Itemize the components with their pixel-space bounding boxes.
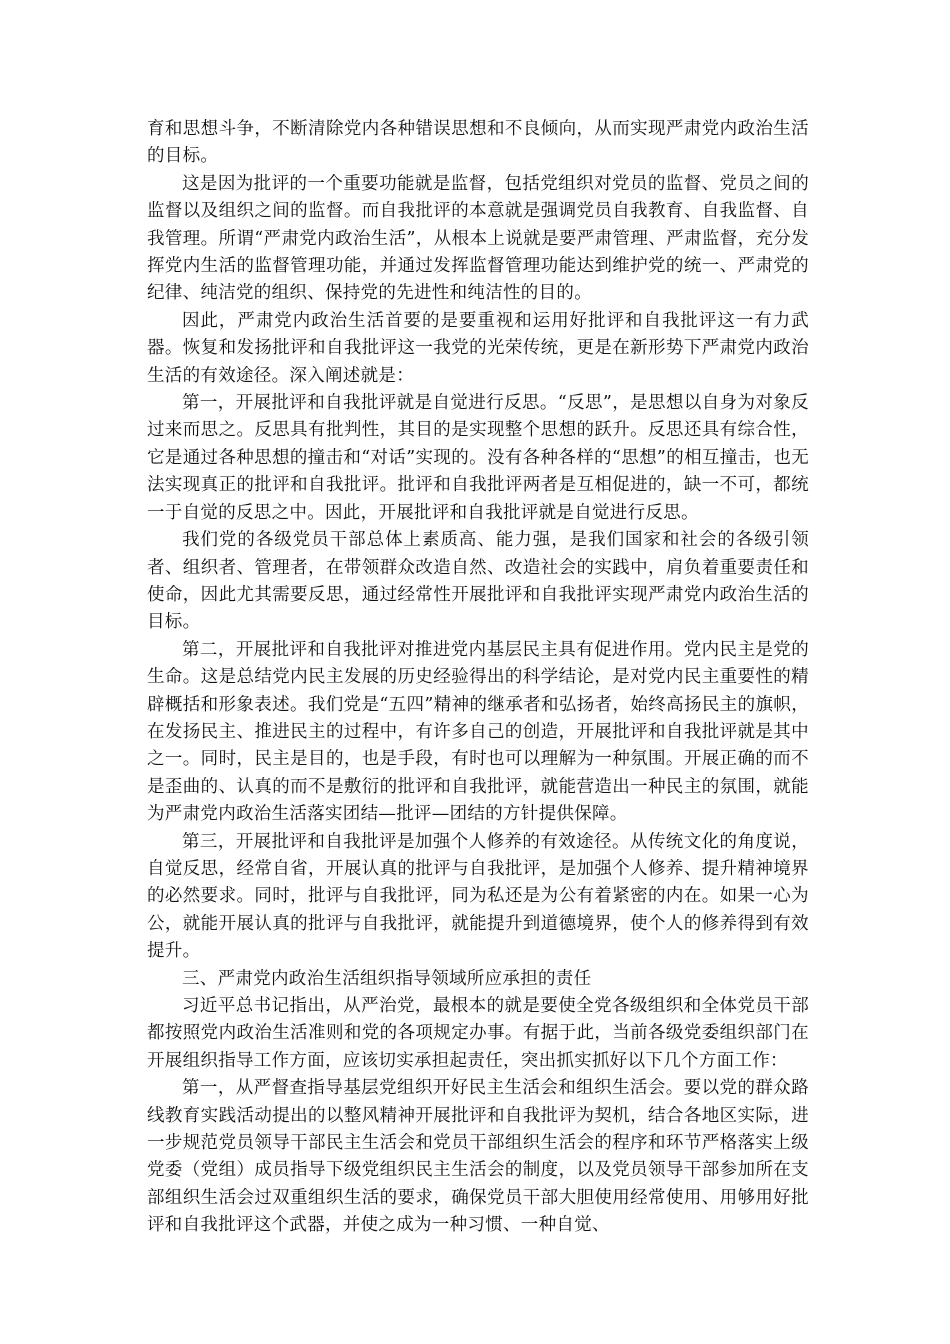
paragraph: 育和思想斗争，不断清除党内各种错误思想和不良倾向，从而实现严肃党内政治生活的目标。 [147,119,809,167]
paragraph: 我们党的各级党员干部总体上素质高、能力强，是我们国家和社会的各级引领者、组织者、管理者，在带领群众改造自然、改造社会的实践中，肩负着重要责任和使命，因此尤其需要反思，通过经常性开展批评和自我批评实现严肃党内政治生活的目标。 [147,530,809,633]
paragraph: 因此，严肃党内政治生活首要的是要重视和运用好批评和自我批评这一有力武器。恢复和发扬批评和自我批评这一我党的光荣传统，更是在新形势下严肃党内政治生活的有效途径。深入阐述就是： [147,310,809,386]
paragraph: 习近平总书记指出，从严治党，最根本的就是要使全党各级组织和全体党员干部都按照党内政治生活准则和党的各项规定办事。有据于此，当前各级党委组织部门在开展组织指导工作方面，应该切实承担起责任，突出抓实抓好以下几个方面工作： [147,996,809,1071]
paragraph: 第二，开展批评和自我批评对推进党内基层民主具有促进作用。党内民主是党的生命。这是总结党内民主发展的历史经验得出的科学结论，是对党内民主重要性的精辟概括和形象表述。我们党是“五四”精神的继承者和弘扬者，始终高扬民主的旗帜，在发扬民主、推进民主的过程中，有许多自己的创造，开展批评和自我批评就是其中之一。同时，民主是目的，也是手段，有时也可以理解为一种氛围。开展正确的而不是歪曲的、认真的而不是敷衍的批评和自我批评，就能营造出一种民主的氛围，就能为严肃党内政治生活落实团结—批评—团结的方针提供保障。 [147,639,809,825]
paragraph: 第一，从严督查指导基层党组织开好民主生活会和组织生活会。要以党的群众路线教育实践活动提出的以整风精神开展批评和自我批评为契机，结合各地区实际，进一步规范党员领导干部民主生活会和党员干部组织生活会的程序和环节严格落实上级党委（党组）成员指导下级党组织民主生活会的制度，以及党员领导干部参加所在支部组织生活会过双重组织生活的要求，确保党员干部大胆使用经常使用、用够用好批评和自我批评这个武器，并使之成为一种习惯、一种自觉、 [147,1078,809,1236]
section-heading: 三、严肃党内政治生活组织指导领域所应承担的责任 [182,968,592,989]
paragraph: 第一，开展批评和自我批评就是自觉进行反思。“反思”，是思想以自身为对象反过来而思之。反思具有批判性，其目的是实现整个思想的跃升。反思还具有综合性，它是通过各种思想的撞击和“对话”实现的。没有各种各样的“思想”的相互撞击，也无法实现真正的批评和自我批评。批评和自我批评两者是互相促进的，缺一不可，都统一于自觉的反思之中。因此，开展批评和自我批评就是自觉进行反思。 [147,393,809,523]
document-page [147,116,809,1240]
paragraph: 这是因为批评的一个重要功能就是监督，包括党组织对党员的监督、党员之间的监督以及组织之间的监督。而自我批评的本意就是强调党员自我教育、自我监督、自我管理。所谓“严肃党内政治生活”，从根本上说就是要严肃管理、严肃监督，充分发挥党内生活的监督管理功能，并通过发挥监督管理功能达到维护党的统一、严肃党的纪律、纯洁党的组织、保持党的先进性和纯洁性的目的。 [147,173,809,304]
paragraph: 第三，开展批评和自我批评是加强个人修养的有效途径。从传统文化的角度说，自觉反思，经常自省，开展认真的批评与自我批评，是加强个人修养、提升精神境界的必然要求。同时，批评与自我批评，同为私还是为公有着紧密的内在。如果一心为公，就能开展认真的批评与自我批评，就能提升到道德境界，使个人的修养得到有效提升。 [147,831,809,962]
